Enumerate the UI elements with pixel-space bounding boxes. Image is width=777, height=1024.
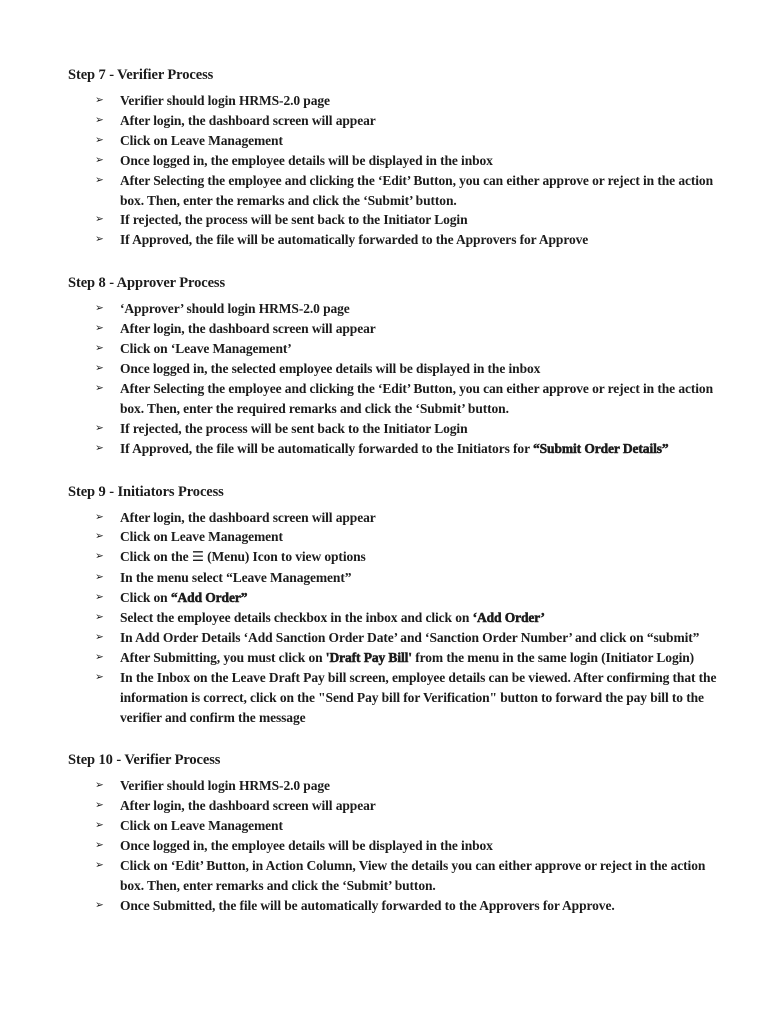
list-item-text [120, 111, 722, 131]
text-run: (Menu) Icon to view options [203, 549, 366, 565]
list-item-text [120, 776, 722, 796]
list-item [95, 131, 722, 151]
arrow-bullet-icon: ➢ [95, 213, 104, 226]
bold-phrase: 'Draft Pay Bill' [325, 649, 412, 665]
arrow-bullet-icon: ➢ [95, 233, 104, 246]
text-run: from the menu in the same login (Initiator Login) [411, 649, 695, 665]
list-item-text [120, 648, 722, 668]
list-item [95, 527, 722, 547]
text-run: After login, the dashboard screen will appear [120, 798, 376, 814]
list-item-text [120, 171, 722, 211]
list-item-text [120, 379, 722, 419]
list-item-text [120, 339, 722, 359]
section-heading: Step 7 - Verifier Process [68, 67, 214, 83]
bullet-list [68, 776, 722, 915]
section-heading: Step 8 - Approver Process [68, 275, 225, 292]
list-item-text [120, 816, 722, 836]
list-item-text [120, 836, 722, 856]
list-item-text [120, 299, 722, 319]
list-item [95, 339, 722, 359]
list-item-text [120, 319, 722, 339]
arrow-bullet-icon: ➢ [95, 859, 104, 872]
list-item [95, 547, 722, 568]
list-item [95, 230, 722, 250]
list-item-text [120, 896, 722, 916]
section-heading: Step 9 - Initiators Process [68, 483, 224, 500]
list-item [95, 776, 722, 796]
list-item-text [120, 796, 722, 816]
list-item [95, 588, 722, 608]
text-run: Click on ‘Edit’ Button, in Action Column, View the details you can either approve or reject in the action box. Then, enter remarks and click the ‘Submit’ button. [120, 858, 706, 893]
arrow-bullet-icon: ➢ [95, 421, 104, 434]
list-item-text [120, 439, 722, 459]
text-run: Click on Leave Management [120, 529, 283, 545]
text-run: Verifier should login HRMS-2.0 page [120, 93, 330, 108]
text-run: Click on ‘Leave Management’ [120, 341, 292, 357]
text-run: Click on the [120, 549, 192, 565]
arrow-bullet-icon: ➢ [95, 153, 104, 166]
text-run: If rejected, the process will be sent back to the Initiator Login [120, 420, 468, 436]
text-run: Once Submitted, the file will be automatically forwarded to the Approvers for Approve. [120, 897, 615, 913]
arrow-bullet-icon: ➢ [95, 550, 104, 563]
list-item-text [120, 419, 722, 439]
text-run: If Approved, the file will be automatically forwarded to the Initiators for [120, 440, 533, 456]
arrow-bullet-icon: ➢ [95, 571, 104, 584]
list-item [95, 299, 722, 319]
list-item-text [120, 210, 722, 230]
arrow-bullet-icon: ➢ [95, 591, 104, 604]
process-section [68, 483, 722, 728]
text-run: Once logged in, the employee details will be displayed in the inbox [120, 838, 493, 854]
list-item [95, 379, 722, 419]
text-run: In Add Order Details ‘Add Sanction Order Date’ and ‘Sanction Order Number’ and click on “submit” [120, 629, 700, 645]
arrow-bullet-icon: ➢ [95, 361, 104, 374]
list-item [95, 171, 722, 211]
arrow-bullet-icon: ➢ [95, 839, 104, 852]
arrow-bullet-icon: ➢ [95, 779, 104, 792]
list-item-text [120, 508, 722, 528]
arrow-bullet-icon: ➢ [95, 898, 104, 911]
text-run: Select the employee details checkbox in the inbox and click on [120, 610, 473, 626]
list-item-text [120, 151, 722, 171]
list-item-text [120, 856, 722, 896]
process-section [68, 66, 722, 250]
text-run: After Submitting, you must click on [120, 649, 326, 665]
list-item [95, 816, 722, 836]
arrow-bullet-icon: ➢ [95, 322, 104, 335]
list-item [95, 836, 722, 856]
bullet-list [68, 91, 722, 250]
list-item-text [120, 527, 722, 547]
text-run: In the menu select “Leave Management” [120, 570, 352, 586]
list-item [95, 319, 722, 339]
list-item [95, 210, 722, 230]
list-item [95, 508, 722, 528]
list-item-text [120, 230, 722, 250]
text-run: After login, the dashboard screen will appear [120, 509, 376, 525]
list-item [95, 359, 722, 379]
text-run: After login, the dashboard screen will appear [120, 112, 376, 128]
text-run: If Approved, the file will be automatically forwarded to the Approvers for Approve [120, 232, 589, 248]
list-item-text [120, 628, 722, 648]
list-item [95, 668, 722, 728]
list-item-text [120, 608, 722, 628]
arrow-bullet-icon: ➢ [95, 611, 104, 624]
text-run: Click on Leave Management [120, 818, 283, 834]
arrow-bullet-icon: ➢ [95, 530, 104, 543]
text-run: After Selecting the employee and clicking the ‘Edit’ Button, you can either approve or reject in the action box. Then, enter the required remarks and click the ‘Submit’ button. [120, 380, 713, 416]
arrow-bullet-icon: ➢ [95, 510, 104, 523]
bold-phrase: ‘Add Order’ [472, 610, 545, 626]
text-run: Click on Leave Management [120, 132, 283, 148]
text-run: After login, the dashboard screen will appear [120, 321, 376, 337]
document-body [68, 66, 722, 916]
list-item-text [120, 91, 722, 111]
bullet-list [68, 299, 722, 458]
arrow-bullet-icon: ➢ [95, 819, 104, 832]
bullet-list [68, 508, 722, 728]
text-run: If rejected, the process will be sent back to the Initiator Login [120, 212, 468, 228]
list-item-text [120, 588, 722, 608]
text-run: Click on [120, 590, 171, 606]
arrow-bullet-icon: ➢ [95, 630, 104, 643]
list-item-text [120, 568, 722, 588]
arrow-bullet-icon: ➢ [95, 441, 104, 454]
arrow-bullet-icon: ➢ [95, 670, 104, 683]
text-run: ‘Approver’ should login HRMS-2.0 page [120, 301, 350, 317]
list-item [95, 608, 722, 628]
arrow-bullet-icon: ➢ [95, 133, 104, 146]
list-item-text [120, 547, 722, 568]
arrow-bullet-icon: ➢ [95, 799, 104, 812]
arrow-bullet-icon: ➢ [95, 173, 104, 186]
arrow-bullet-icon: ➢ [95, 94, 104, 106]
text-run: In the Inbox on the Leave Draft Pay bill screen, employee details can be viewed. After confirming that the information is correct, click on the "Send Pay bill for Verification" button to forward the pay bill to the verifier and confirm the message [120, 669, 717, 725]
list-item [95, 896, 722, 916]
list-item [95, 151, 722, 171]
list-item [95, 568, 722, 588]
list-item [95, 111, 722, 131]
list-item [95, 796, 722, 816]
process-section [68, 751, 722, 915]
list-item [95, 856, 722, 896]
arrow-bullet-icon: ➢ [95, 650, 104, 663]
list-item-text [120, 359, 722, 379]
arrow-bullet-icon: ➢ [95, 113, 104, 126]
text-run: Once logged in, the employee details will be displayed in the inbox [120, 152, 493, 168]
text-run: Once logged in, the selected employee details will be displayed in the inbox [120, 360, 541, 376]
list-item [95, 419, 722, 439]
arrow-bullet-icon: ➢ [95, 302, 104, 315]
list-item-text [120, 668, 722, 728]
text-run: Verifier should login HRMS-2.0 page [120, 778, 330, 794]
list-item [95, 628, 722, 648]
list-item-text [120, 131, 722, 151]
list-item [95, 648, 722, 668]
list-item [95, 91, 722, 111]
bold-phrase: “Submit Order Details” [533, 440, 669, 456]
arrow-bullet-icon: ➢ [95, 381, 104, 394]
bold-phrase: “Add Order” [170, 590, 248, 606]
section-heading: Step 10 - Verifier Process [68, 752, 221, 769]
process-section [68, 274, 722, 458]
list-item [95, 439, 722, 459]
arrow-bullet-icon: ➢ [95, 342, 104, 355]
menu-icon: ☰ [191, 549, 204, 566]
text-run: After Selecting the employee and clicking the ‘Edit’ Button, you can either approve or reject in the action box. Then, enter the remarks and click the ‘Submit’ button. [120, 172, 713, 208]
